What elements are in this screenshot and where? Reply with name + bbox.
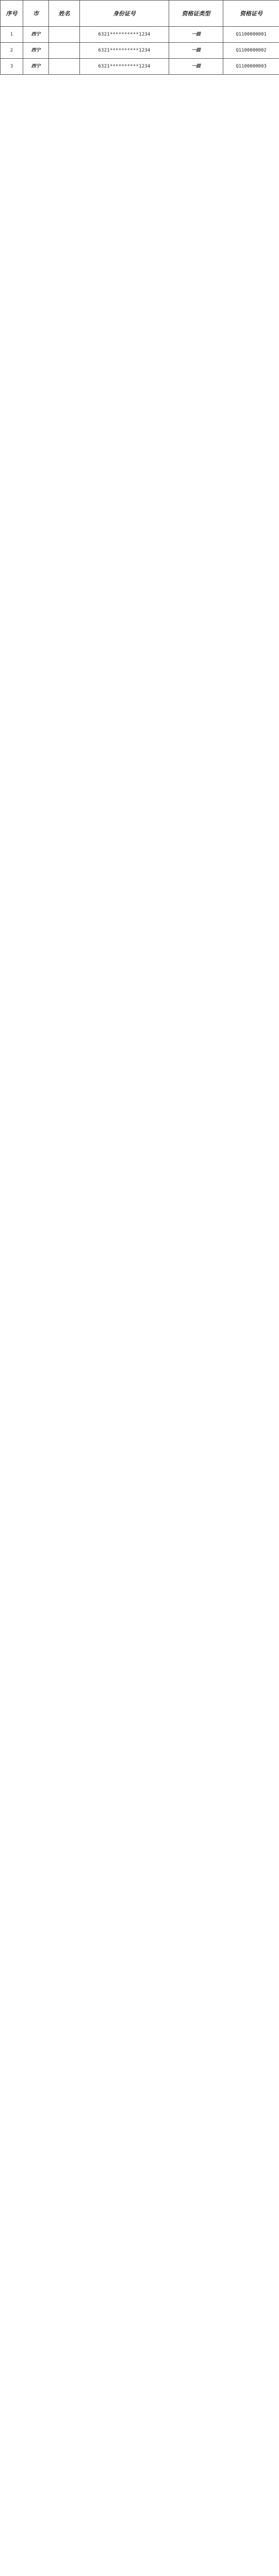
cell-name [49,59,80,75]
personnel-table [0,0,279,75]
header-city: 市 [23,1,49,27]
table-row [1,27,279,43]
table-body [1,27,279,75]
header-cert: 资格证号 [223,1,279,27]
cell-city: 西宁 [23,59,49,75]
cell-id-number: 6321**********1234 [80,59,169,75]
header-no: 序号 [1,1,23,27]
table-row [1,59,279,75]
cell-cert-number: Q1100000001 [223,27,279,43]
cell-id-number: 6321**********1234 [80,27,169,43]
cell-name [49,43,80,59]
table-header-row [1,1,279,27]
cell-id-number: 6321**********1234 [80,43,169,59]
header-name: 姓名 [49,1,80,27]
cell-cert-type: 一级 [169,59,223,75]
cell-name [49,27,80,43]
cell-cert-number: Q1100000002 [223,43,279,59]
table-row [1,43,279,59]
cell-no: 1 [1,27,23,43]
cell-no: 3 [1,59,23,75]
cell-cert-type: 一级 [169,43,223,59]
cell-city: 西宁 [23,43,49,59]
cell-city: 西宁 [23,27,49,43]
cell-cert-number: Q1100000003 [223,59,279,75]
cell-cert-type: 一级 [169,27,223,43]
header-level: 资格证类型 [169,1,223,27]
header-id: 身份证号 [80,1,169,27]
cell-no: 2 [1,43,23,59]
